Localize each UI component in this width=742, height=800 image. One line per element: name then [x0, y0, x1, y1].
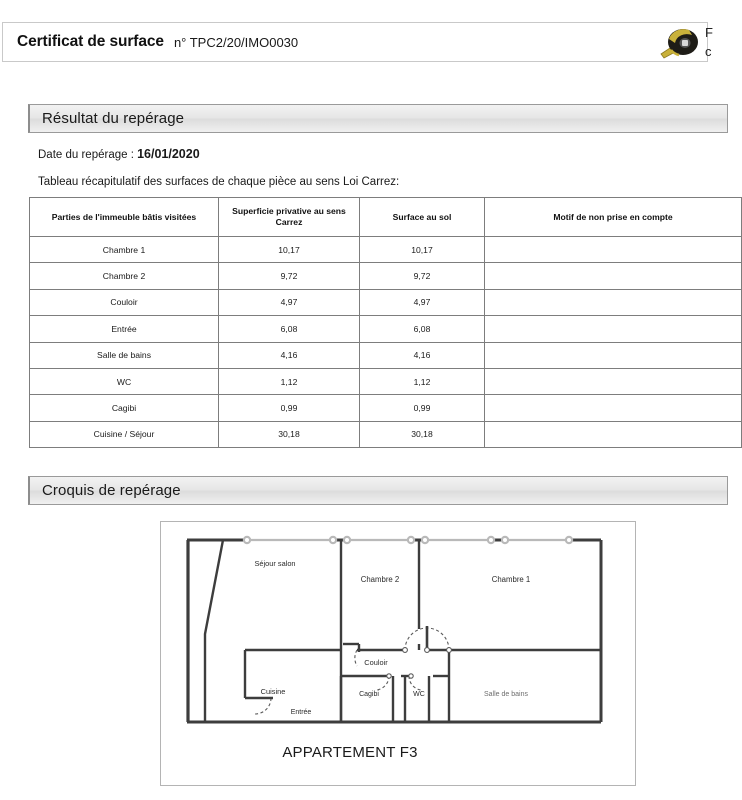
survey-date-label: Date du repérage : — [38, 149, 138, 161]
table-row — [30, 289, 742, 315]
cell-piece: Cuisine / Séjour — [30, 421, 219, 447]
window-openings — [244, 537, 572, 543]
brand-line-2: c — [705, 44, 712, 59]
cell-motif — [485, 237, 742, 263]
column-header-carrez: Superficie privative au sens Carrez — [219, 198, 360, 237]
table-body — [30, 237, 742, 448]
room-label-salle-de-bains: Salle de bains — [484, 691, 528, 698]
section-header-resultat — [28, 104, 728, 133]
certificate-reference: n° TPC2/20/IMO0030 — [173, 34, 299, 50]
table-row — [30, 263, 742, 289]
section-header-croquis — [28, 476, 728, 505]
room-label-couloir: Couloir — [364, 658, 388, 667]
cell-piece: Chambre 2 — [30, 263, 219, 289]
cell-carrez: 4,97 — [219, 289, 360, 315]
room-label-sejour: Séjour salon — [254, 559, 296, 568]
table-header-row — [30, 198, 742, 237]
table-row — [30, 237, 742, 263]
cell-carrez: 30,18 — [219, 421, 360, 447]
brand-text — [705, 24, 713, 62]
section-title-resultat: Résultat du repérage — [42, 110, 185, 127]
cell-motif — [485, 342, 742, 368]
room-label-chambre1: Chambre 1 — [491, 575, 531, 584]
cell-carrez: 1,12 — [219, 368, 360, 394]
cell-piece: WC — [30, 368, 219, 394]
document-title-bar — [2, 22, 713, 62]
page-title: Certificat de surface — [17, 33, 164, 50]
cell-motif — [485, 368, 742, 394]
cell-sol: 1,12 — [360, 368, 485, 394]
brand-line-1: F — [705, 25, 713, 41]
cell-motif — [485, 421, 742, 447]
floorplan-caption: APPARTEMENT F3 — [282, 744, 418, 761]
survey-date-line — [38, 147, 200, 161]
cell-carrez: 10,17 — [219, 237, 360, 263]
table-row — [30, 395, 742, 421]
cell-sol: 6,08 — [360, 316, 485, 342]
table-row — [30, 368, 742, 394]
table-row — [30, 421, 742, 447]
cell-piece: Cagibi — [30, 395, 219, 421]
table-row — [30, 342, 742, 368]
survey-date-value: 16/01/2020 — [137, 147, 200, 161]
brand-logo — [655, 23, 713, 63]
cell-motif — [485, 316, 742, 342]
cell-sol: 9,72 — [360, 263, 485, 289]
cell-sol: 0,99 — [360, 395, 485, 421]
column-header-sol: Surface au sol — [360, 198, 485, 237]
cell-carrez: 4,16 — [219, 342, 360, 368]
room-label-cagibi: Cagibi — [359, 691, 379, 698]
column-header-piece: Parties de l'immeuble bâtis visitées — [30, 198, 219, 237]
room-label-wc: WC — [413, 691, 425, 698]
cell-carrez: 0,99 — [219, 395, 360, 421]
cell-piece: Salle de bains — [30, 342, 219, 368]
table-intro-text: Tableau récapitulatif des surfaces de chaque pièce au sens Loi Carrez: — [38, 176, 400, 188]
room-label-chambre2: Chambre 2 — [360, 575, 400, 584]
cell-sol: 30,18 — [360, 421, 485, 447]
surface-summary-table — [29, 197, 742, 448]
column-header-motif: Motif de non prise en compte — [485, 198, 742, 237]
cell-motif — [485, 263, 742, 289]
section-title-croquis: Croquis de repérage — [42, 482, 181, 499]
cell-carrez: 6,08 — [219, 316, 360, 342]
cell-sol: 10,17 — [360, 237, 485, 263]
cell-carrez: 9,72 — [219, 263, 360, 289]
cell-motif — [485, 289, 742, 315]
cell-motif — [485, 395, 742, 421]
table-row — [30, 316, 742, 342]
cell-sol: 4,97 — [360, 289, 485, 315]
cell-sol: 4,16 — [360, 342, 485, 368]
tape-measure-icon — [655, 26, 701, 60]
room-label-cuisine: Cuisine — [260, 687, 286, 696]
cell-piece: Couloir — [30, 289, 219, 315]
cell-piece: Chambre 1 — [30, 237, 219, 263]
cell-piece: Entrée — [30, 316, 219, 342]
room-label-entree: Entrée — [290, 709, 312, 716]
